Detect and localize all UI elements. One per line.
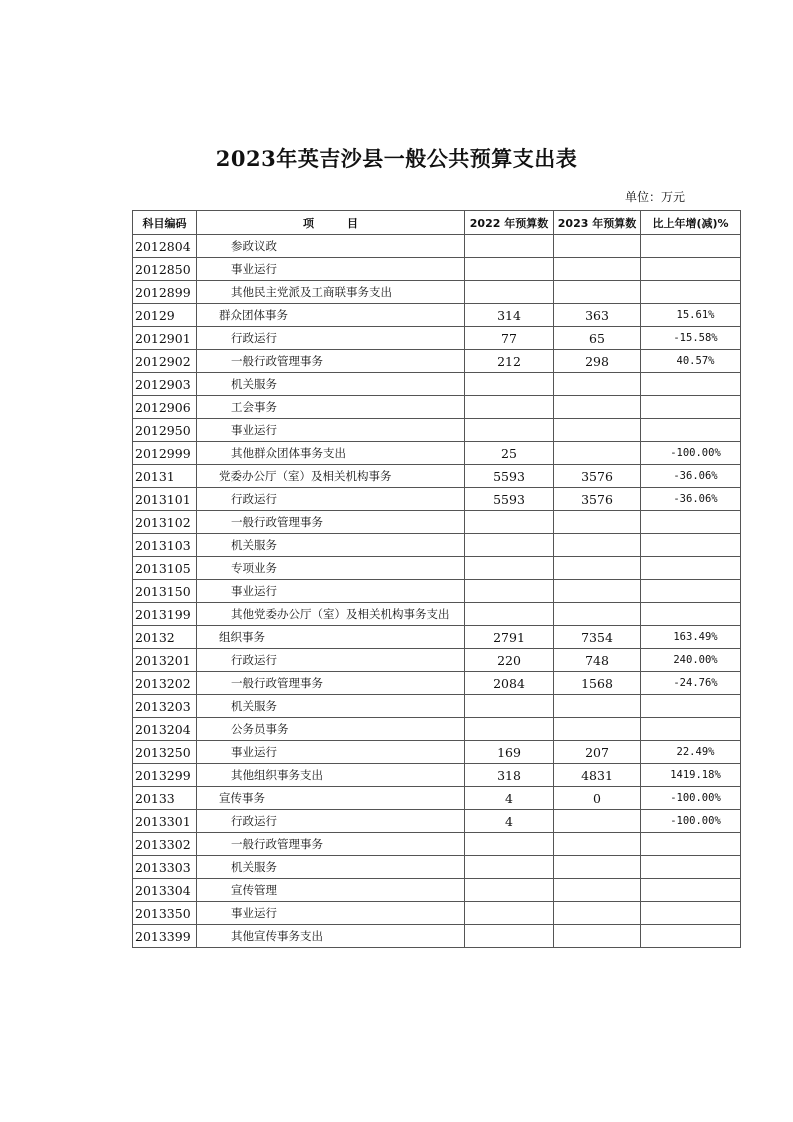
cell-2023 [554, 235, 641, 258]
cell-change [641, 833, 741, 856]
cell-2023 [554, 442, 641, 465]
cell-item: 其他民主党派及工商联事务支出 [197, 281, 465, 304]
header-change: 比上年增(减)% [641, 211, 741, 235]
cell-item: 行政运行 [197, 327, 465, 350]
cell-item: 一般行政管理事务 [197, 350, 465, 373]
cell-change [641, 603, 741, 626]
table-row [133, 902, 741, 925]
cell-code: 20131 [133, 465, 197, 488]
cell-code: 2013102 [133, 511, 197, 534]
cell-code: 2013101 [133, 488, 197, 511]
cell-code: 2012999 [133, 442, 197, 465]
cell-2022 [465, 396, 554, 419]
cell-code: 2013250 [133, 741, 197, 764]
cell-change: 40.57% [641, 350, 741, 373]
table-row [133, 557, 741, 580]
table-row [133, 580, 741, 603]
cell-2023: 748 [554, 649, 641, 672]
cell-change: 15.61% [641, 304, 741, 327]
cell-2023 [554, 695, 641, 718]
cell-change [641, 557, 741, 580]
cell-2023: 0 [554, 787, 641, 810]
cell-item: 机关服务 [197, 695, 465, 718]
cell-change [641, 281, 741, 304]
cell-change [641, 258, 741, 281]
cell-change [641, 373, 741, 396]
cell-change: -100.00% [641, 787, 741, 810]
cell-code: 2013204 [133, 718, 197, 741]
cell-change [641, 925, 741, 948]
cell-2022 [465, 603, 554, 626]
table-header-row [133, 211, 741, 235]
cell-item: 工会事务 [197, 396, 465, 419]
cell-2022 [465, 281, 554, 304]
cell-change: -100.00% [641, 442, 741, 465]
cell-item: 一般行政管理事务 [197, 833, 465, 856]
cell-code: 2012804 [133, 235, 197, 258]
cell-change [641, 235, 741, 258]
table-row [133, 925, 741, 948]
cell-code: 2013304 [133, 879, 197, 902]
cell-2022 [465, 856, 554, 879]
cell-item: 其他党委办公厅（室）及相关机构事务支出 [197, 603, 465, 626]
cell-2023 [554, 879, 641, 902]
table-row [133, 235, 741, 258]
cell-2022 [465, 258, 554, 281]
cell-2023 [554, 258, 641, 281]
cell-item: 专项业务 [197, 557, 465, 580]
cell-2022: 5593 [465, 488, 554, 511]
cell-2022 [465, 580, 554, 603]
cell-change: 22.49% [641, 741, 741, 764]
table-row [133, 603, 741, 626]
cell-2022: 25 [465, 442, 554, 465]
cell-2022: 4 [465, 810, 554, 833]
cell-2023 [554, 281, 641, 304]
cell-code: 2013150 [133, 580, 197, 603]
cell-2023 [554, 534, 641, 557]
cell-2023: 207 [554, 741, 641, 764]
cell-2023: 298 [554, 350, 641, 373]
cell-item: 公务员事务 [197, 718, 465, 741]
cell-2023: 3576 [554, 465, 641, 488]
cell-item: 其他群众团体事务支出 [197, 442, 465, 465]
cell-change: 163.49% [641, 626, 741, 649]
cell-change: -36.06% [641, 488, 741, 511]
cell-item: 事业运行 [197, 258, 465, 281]
cell-code: 2013301 [133, 810, 197, 833]
cell-item: 组织事务 [197, 626, 465, 649]
cell-2022 [465, 925, 554, 948]
cell-code: 2013303 [133, 856, 197, 879]
header-2023: 2023 年预算数 [554, 211, 641, 235]
cell-2022: 314 [465, 304, 554, 327]
cell-code: 2013201 [133, 649, 197, 672]
table-row [133, 810, 741, 833]
cell-2022 [465, 557, 554, 580]
cell-code: 2013203 [133, 695, 197, 718]
cell-code: 2013199 [133, 603, 197, 626]
table-row [133, 304, 741, 327]
cell-code: 2012899 [133, 281, 197, 304]
table-row [133, 856, 741, 879]
cell-item: 参政议政 [197, 235, 465, 258]
cell-change: -100.00% [641, 810, 741, 833]
cell-item: 宣传事务 [197, 787, 465, 810]
table-row [133, 626, 741, 649]
cell-code: 2012902 [133, 350, 197, 373]
cell-2023: 1568 [554, 672, 641, 695]
cell-2023 [554, 718, 641, 741]
table-row [133, 350, 741, 373]
cell-code: 2013103 [133, 534, 197, 557]
cell-code: 2013202 [133, 672, 197, 695]
cell-change: 1419.18% [641, 764, 741, 787]
cell-2022 [465, 419, 554, 442]
table-row [133, 649, 741, 672]
cell-2023 [554, 810, 641, 833]
cell-2023: 3576 [554, 488, 641, 511]
cell-2022: 212 [465, 350, 554, 373]
header-2022: 2022 年预算数 [465, 211, 554, 235]
cell-2022 [465, 534, 554, 557]
cell-2023 [554, 557, 641, 580]
cell-change [641, 879, 741, 902]
table-row [133, 327, 741, 350]
cell-2022 [465, 373, 554, 396]
cell-change: -36.06% [641, 465, 741, 488]
cell-code: 2013105 [133, 557, 197, 580]
cell-change: 240.00% [641, 649, 741, 672]
cell-2023: 65 [554, 327, 641, 350]
cell-change [641, 419, 741, 442]
cell-item: 一般行政管理事务 [197, 511, 465, 534]
cell-item: 群众团体事务 [197, 304, 465, 327]
cell-2023 [554, 373, 641, 396]
cell-code: 2012901 [133, 327, 197, 350]
cell-2022 [465, 511, 554, 534]
table-row [133, 465, 741, 488]
cell-change [641, 695, 741, 718]
unit-label: 单位：万元 [625, 190, 686, 204]
cell-code: 2013350 [133, 902, 197, 925]
cell-change [641, 396, 741, 419]
table-row [133, 718, 741, 741]
budget-table [132, 210, 741, 948]
cell-2023 [554, 419, 641, 442]
table-row [133, 534, 741, 557]
cell-code: 2013399 [133, 925, 197, 948]
cell-code: 2012850 [133, 258, 197, 281]
table-row [133, 419, 741, 442]
cell-item: 行政运行 [197, 810, 465, 833]
table-row [133, 396, 741, 419]
cell-2023: 7354 [554, 626, 641, 649]
cell-change [641, 511, 741, 534]
cell-2023 [554, 902, 641, 925]
cell-2022 [465, 718, 554, 741]
table-row [133, 741, 741, 764]
cell-2023 [554, 580, 641, 603]
cell-2022 [465, 235, 554, 258]
table-row [133, 488, 741, 511]
table-row [133, 442, 741, 465]
table-row [133, 833, 741, 856]
page-title: 2023年英吉沙县一般公共预算支出表 [215, 146, 578, 171]
cell-2023: 363 [554, 304, 641, 327]
cell-code: 20132 [133, 626, 197, 649]
cell-2022: 2791 [465, 626, 554, 649]
cell-item: 行政运行 [197, 488, 465, 511]
cell-2023 [554, 833, 641, 856]
cell-change [641, 856, 741, 879]
table-row [133, 258, 741, 281]
header-item: 项 目 [197, 211, 465, 235]
table-row [133, 787, 741, 810]
cell-code: 20133 [133, 787, 197, 810]
table-row [133, 281, 741, 304]
cell-2023 [554, 511, 641, 534]
cell-2023 [554, 925, 641, 948]
cell-change: -24.76% [641, 672, 741, 695]
cell-item: 事业运行 [197, 580, 465, 603]
header-code: 科目编码 [133, 211, 197, 235]
cell-2022: 77 [465, 327, 554, 350]
cell-change [641, 902, 741, 925]
cell-change: -15.58% [641, 327, 741, 350]
cell-2022 [465, 879, 554, 902]
cell-2023: 4831 [554, 764, 641, 787]
cell-item: 其他组织事务支出 [197, 764, 465, 787]
table-row [133, 879, 741, 902]
cell-2022: 169 [465, 741, 554, 764]
table-row [133, 511, 741, 534]
cell-item: 机关服务 [197, 534, 465, 557]
cell-2023 [554, 603, 641, 626]
table-row [133, 672, 741, 695]
cell-2022: 220 [465, 649, 554, 672]
cell-change [641, 534, 741, 557]
cell-change [641, 718, 741, 741]
cell-2022: 4 [465, 787, 554, 810]
cell-item: 一般行政管理事务 [197, 672, 465, 695]
cell-2023 [554, 396, 641, 419]
cell-2022 [465, 833, 554, 856]
table-row [133, 373, 741, 396]
table-row [133, 695, 741, 718]
cell-item: 行政运行 [197, 649, 465, 672]
cell-item: 事业运行 [197, 902, 465, 925]
cell-item: 宣传管理 [197, 879, 465, 902]
cell-2022: 2084 [465, 672, 554, 695]
cell-code: 20129 [133, 304, 197, 327]
cell-2022: 5593 [465, 465, 554, 488]
cell-item: 机关服务 [197, 373, 465, 396]
cell-code: 2013302 [133, 833, 197, 856]
cell-item: 党委办公厅（室）及相关机构事务 [197, 465, 465, 488]
cell-item: 机关服务 [197, 856, 465, 879]
cell-2022: 318 [465, 764, 554, 787]
cell-code: 2012903 [133, 373, 197, 396]
cell-code: 2013299 [133, 764, 197, 787]
cell-code: 2012950 [133, 419, 197, 442]
cell-item: 事业运行 [197, 741, 465, 764]
cell-item: 其他宣传事务支出 [197, 925, 465, 948]
cell-2023 [554, 856, 641, 879]
cell-change [641, 580, 741, 603]
cell-code: 2012906 [133, 396, 197, 419]
cell-item: 事业运行 [197, 419, 465, 442]
cell-2022 [465, 695, 554, 718]
cell-2022 [465, 902, 554, 925]
table-row [133, 764, 741, 787]
table-body [133, 235, 741, 948]
